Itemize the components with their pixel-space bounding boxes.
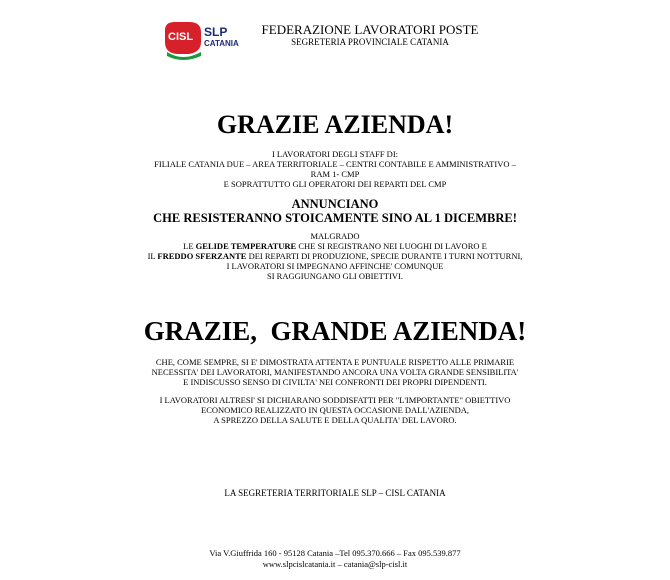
logo-brand-text: CISL bbox=[168, 31, 194, 43]
despite-paragraph bbox=[80, 231, 590, 281]
announcement-statement: CHE RESISTERANNO STOICAMENTE SINO AL 1 DICEMBRE! bbox=[153, 211, 517, 225]
emphasis-temperature: GELIDE TEMPERATURE bbox=[195, 241, 297, 251]
signature: LA SEGRETERIA TERRITORIALE SLP – CISL CATANIA bbox=[224, 488, 446, 498]
staff-line: RAM 1- CMP bbox=[310, 169, 360, 179]
despite-line: I LAVORATORI SI IMPEGNANO AFFINCHE' COMUNQUE bbox=[226, 261, 444, 271]
office-name: SEGRETERIA PROVINCIALE CATANIA bbox=[291, 37, 449, 47]
thanks-line: NECESSITA' DEI LAVORATORI, MANIFESTANDO ANCORA UNA VOLTA GRANDE SENSIBILITA' bbox=[151, 367, 519, 377]
cisl-slp-logo bbox=[163, 18, 243, 64]
footer-address: Via V.Giuffrida 160 - 95128 Catania –Tel 095.370.666 – Fax 095.539.877 bbox=[209, 548, 461, 558]
announcement bbox=[0, 197, 670, 225]
staff-line: E SOPRATTUTTO GLI OPERATORI DEI REPARTI DEL CMP bbox=[223, 179, 447, 189]
page-title: GRAZIE AZIENDA! bbox=[216, 110, 454, 139]
footer bbox=[0, 548, 670, 570]
thanks-line: CHE, COME SEMPRE, SI E' DIMOSTRATA ATTENTA E PUNTUALE RISPETTO ALLE PRIMARIE bbox=[155, 357, 515, 367]
thanks-line: E INDISCUSSO SENSO DI CIVILTA' NEI CONFRONTI DEI PROPRI DIPENDENTI. bbox=[183, 377, 487, 387]
despite-intro: MALGRADO bbox=[310, 231, 360, 241]
satisfied-line: I LAVORATORI ALTRESI' SI DICHIARANO SODDISFATTI PER "L'IMPORTANTE" OBIETTIVO bbox=[159, 395, 511, 405]
secondary-title: GRAZIE, GRANDE AZIENDA! bbox=[143, 316, 527, 346]
logo-city-text: CATANIA bbox=[204, 39, 239, 48]
satisfied-paragraph bbox=[80, 395, 590, 425]
satisfied-line: A SPREZZO DELLA SALUTE E DELLA QUALITA' DEL LAVORO. bbox=[213, 415, 457, 425]
organization-name: FEDERAZIONE LAVORATORI POSTE bbox=[261, 22, 479, 37]
emphasis-cold: FREDDO SFERZANTE bbox=[157, 251, 247, 261]
despite-line: SI RAGGIUNGANO GLI OBIETTIVI. bbox=[267, 271, 403, 281]
footer-web: www.slpcislcatania.it – catania@slp-cisl.it bbox=[262, 559, 408, 569]
staff-paragraph bbox=[80, 149, 590, 189]
staff-line: FILIALE CATANIA DUE – AREA TERRITORIALE – CENTRI CONTABILE E AMMINISTRATIVO – bbox=[154, 159, 516, 169]
despite-line: IL FREDDO SFERZANTE DEI REPARTI DI PRODUZIONE, SPECIE DURANTE I TURNI NOTTURNI, bbox=[147, 251, 523, 261]
thanks-paragraph bbox=[80, 357, 590, 387]
announcement-verb: ANNUNCIANO bbox=[291, 197, 379, 211]
staff-line: I LAVORATORI DEGLI STAFF DI: bbox=[271, 149, 399, 159]
logo-union-text: SLP bbox=[204, 25, 228, 39]
despite-line: LE GELIDE TEMPERATURE CHE SI REGISTRANO NEI LUOGHI DI LAVORO E bbox=[183, 241, 487, 251]
satisfied-line: ECONOMICO REALIZZATO IN QUESTA OCCASIONE DALL'AZIENDA, bbox=[201, 405, 469, 415]
